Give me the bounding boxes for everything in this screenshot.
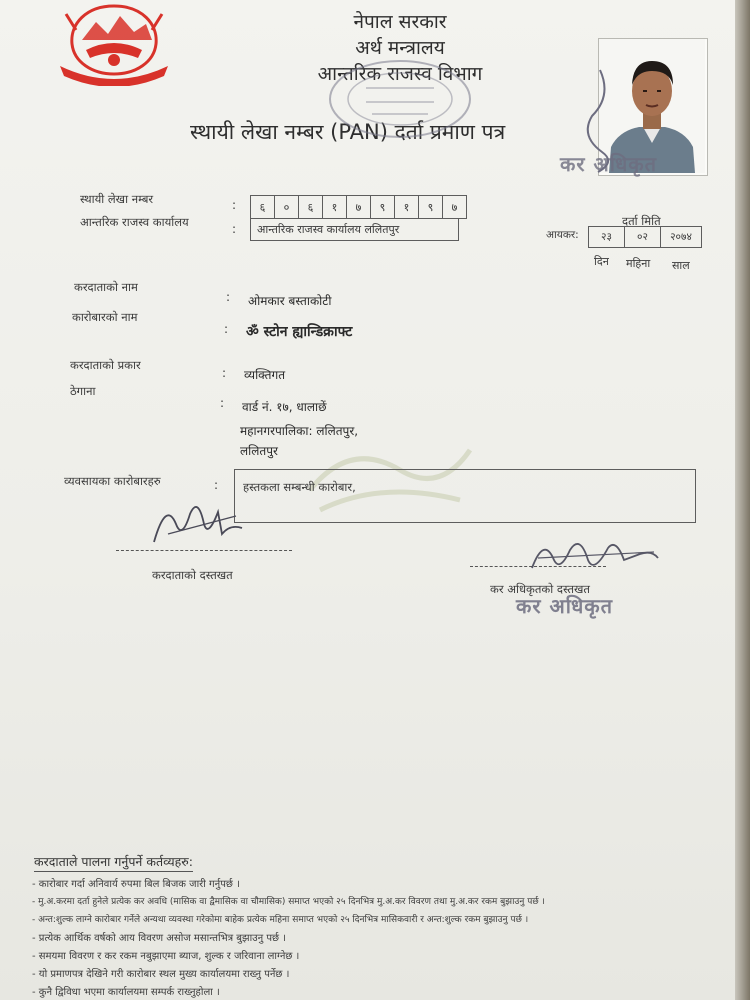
taxpayer-signature — [148, 494, 248, 550]
officer-stamp-bottom: कर अधिकृत — [516, 594, 614, 618]
officer-signature-label: कर अधिकृतको दस्तखत — [490, 582, 590, 596]
pan-number-boxes — [250, 195, 467, 219]
certificate-title: स्थायी लेखा नम्बर (PAN) दर्ता प्रमाण पत्र — [190, 120, 506, 144]
pan-label: स्थायी लेखा नम्बर — [80, 192, 154, 206]
business-name-label: कारोबारको नाम — [72, 310, 138, 324]
business-types-box — [234, 469, 696, 523]
header-line-2: अर्थ मन्त्रालय — [355, 37, 445, 59]
date-part-day: दिन — [594, 255, 609, 268]
date-year: २०७४ — [670, 231, 692, 243]
taxpayer-name-colon: : — [226, 290, 231, 304]
page-edge-shadow — [735, 0, 750, 1000]
business-types-value: हस्तकला सम्बन्धी कारोबार, — [243, 480, 356, 494]
duties-title: करदाताले पालना गर्नुपर्ने कर्तव्यहरु: — [34, 853, 193, 872]
pan-digit: ६ — [251, 196, 275, 218]
address-line-1: वार्ड नं. १७, धालाछें — [242, 400, 327, 414]
pan-digit: ० — [275, 196, 299, 218]
duty-item: - अन्त:शुल्क लाग्ने कारोबार गर्नेले अन्यथा व्यवस्था गरेकोमा बाहेक प्रत्येक महिना समाप्त भएको २५ दिनभित्र मासिकवारी र अन्त:शुल्क रकम बुझाउनु पर्छ । — [32, 915, 529, 925]
taxpayer-type-colon: : — [222, 366, 227, 380]
taxpayer-type: व्यक्तिगत — [244, 368, 286, 382]
pan-digit: ७ — [451, 200, 458, 214]
pan-colon: : — [232, 198, 237, 212]
pan-digit: १ — [395, 196, 419, 218]
office-colon: : — [232, 222, 237, 236]
date-day: २३ — [589, 227, 625, 247]
pan-digit: १ — [323, 196, 347, 218]
nepal-emblem-icon — [56, 0, 172, 86]
office-label: आन्तरिक राजस्व कार्यालय — [80, 215, 189, 229]
officer-signature-line — [470, 566, 606, 567]
duty-item: - यो प्रमाणपत्र देखिने गरी कारोबार स्थल मुख्य कार्यालयमा राख्नु पर्नेछ । — [32, 969, 290, 980]
duty-item: - समयमा विवरण र कर रकम नबुझाएमा ब्याज, शुल्क र जरिवाना लाग्नेछ । — [32, 951, 300, 962]
pan-digit: ९ — [419, 196, 443, 218]
office-value-box — [250, 218, 459, 241]
business-name: ॐ स्टोन ह्यान्डिक्राफ्ट — [246, 324, 353, 340]
pan-digit: ९ — [371, 196, 395, 218]
officer-signature — [524, 530, 664, 580]
officer-stamp-top: कर अधिकृत — [560, 152, 658, 176]
duty-item: - मु.अ.करमा दर्ता हुनेले प्रत्येक कर अवधि (मासिक वा द्वैमासिक वा चौमासिक) समाप्त भएको २५ दिनभित्र मु.अ.कर विवरण तथा मु.अ.कर रकम बुझाउनु पर्छ । — [32, 897, 545, 907]
reg-date-label: दर्ता मिति — [622, 214, 661, 228]
taxpayer-name: ओमकार बस्ताकोटी — [248, 294, 332, 308]
office-value: आन्तरिक राजस्व कार्यालय ललितपुर — [257, 223, 400, 236]
business-types-label: व्यवसायका कारोबारहरु — [64, 474, 161, 488]
taxpayer-signature-label: करदाताको दस्तखत — [152, 568, 233, 582]
date-part-year: साल — [672, 259, 690, 272]
address-line-2: महानगरपालिका: ललितपुर, — [240, 424, 359, 438]
taxpayer-type-label: करदाताको प्रकार — [70, 358, 141, 372]
header-line-3: आन्तरिक राजस्व विभाग — [317, 63, 483, 85]
business-name-colon: : — [224, 322, 229, 336]
address-line-3: ललितपुर — [240, 444, 278, 458]
date-month: ०२ — [625, 227, 661, 247]
reg-date-boxes — [588, 226, 702, 248]
duty-item: - कुनै द्विविधा भएमा कार्यालयमा सम्पर्क राख्नुहोला । — [32, 987, 220, 998]
income-tax-label: आयकर: — [546, 229, 579, 241]
header-line-1: नेपाल सरकार — [353, 11, 447, 33]
taxpayer-name-label: करदाताको नाम — [74, 280, 138, 294]
taxpayer-signature-line — [116, 550, 292, 551]
office-seal-stamp — [326, 58, 474, 140]
date-part-month: महिना — [626, 257, 651, 270]
pan-digit: ७ — [347, 196, 371, 218]
duty-item: - कारोबार गर्दा अनिवार्य रुपमा बिल बिजक जारी गर्नुपर्छ । — [32, 879, 240, 890]
address-colon: : — [220, 396, 225, 410]
pan-digit: ६ — [299, 196, 323, 218]
address-label: ठेगाना — [70, 384, 96, 398]
duty-item: - प्रत्येक आर्थिक वर्षको आय विवरण असोज मसान्तभित्र बुझाउनु पर्छ । — [32, 933, 287, 944]
business-types-colon: : — [214, 478, 219, 492]
